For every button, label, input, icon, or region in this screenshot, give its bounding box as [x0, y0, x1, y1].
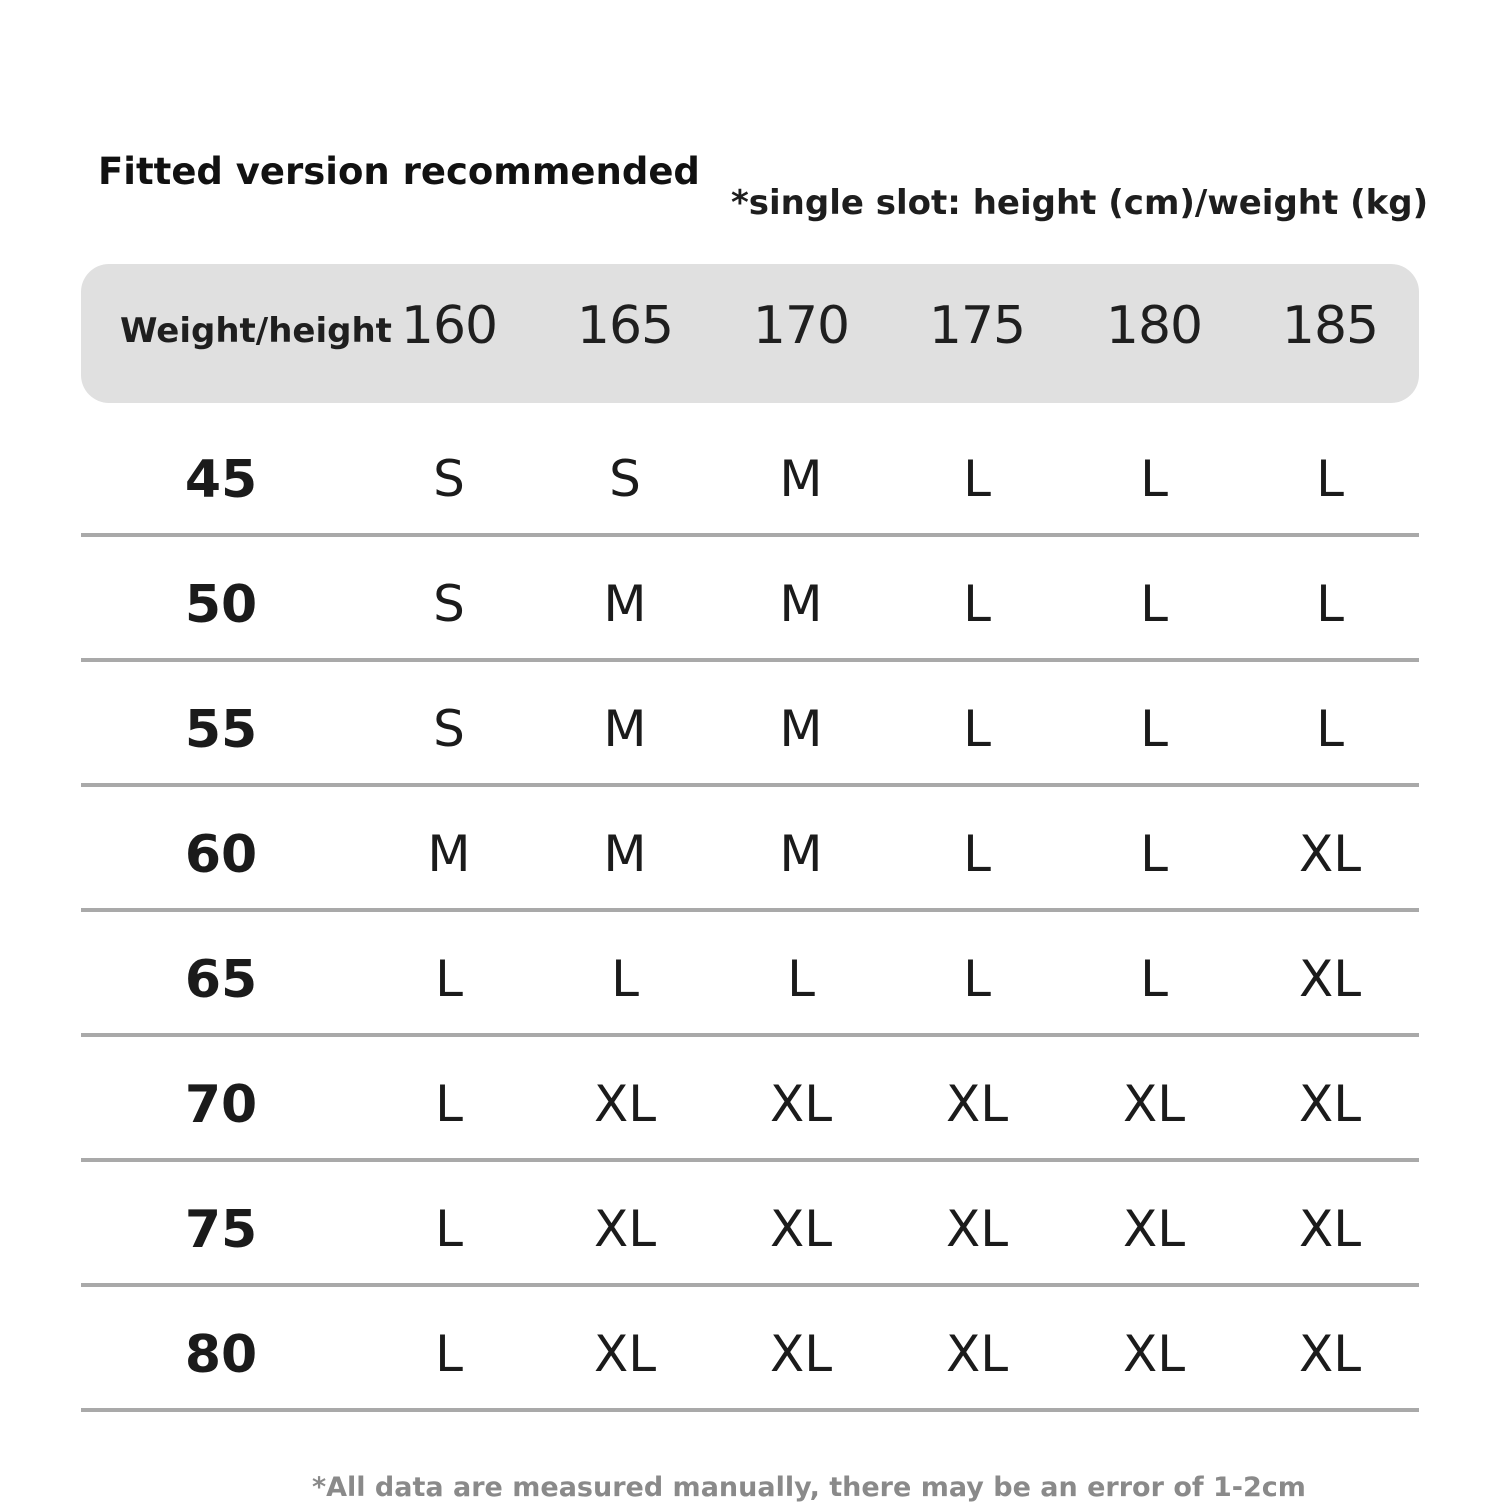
size-cell: XL [1298, 950, 1362, 1008]
row-weight: 45 [184, 450, 258, 510]
size-cell: L [963, 575, 991, 633]
column-header: 180 [1105, 296, 1203, 356]
size-cell: L [1316, 450, 1344, 508]
size-cell: L [1316, 700, 1344, 758]
size-cell: M [779, 450, 823, 508]
size-cell: M [603, 575, 647, 633]
table-row [81, 1287, 1419, 1412]
size-cell: XL [769, 1325, 833, 1383]
size-cell: S [433, 450, 465, 508]
column-header: 185 [1281, 296, 1379, 356]
column-header: 160 [400, 296, 498, 356]
page-title: Fitted version recommended [98, 150, 700, 193]
column-header: 165 [576, 296, 674, 356]
size-cell: XL [945, 1200, 1009, 1258]
column-header: 175 [928, 296, 1026, 356]
size-cell: XL [1122, 1200, 1186, 1258]
size-cell: L [963, 950, 991, 1008]
size-cell: L [963, 700, 991, 758]
size-cell: XL [769, 1200, 833, 1258]
size-cell: XL [945, 1075, 1009, 1133]
size-cell: S [433, 700, 465, 758]
size-cell: M [603, 700, 647, 758]
size-cell: L [435, 950, 463, 1008]
size-cell: S [433, 575, 465, 633]
size-cell: XL [593, 1325, 657, 1383]
size-cell: L [1140, 450, 1168, 508]
table-row [81, 1037, 1419, 1162]
size-cell: L [435, 1200, 463, 1258]
size-cell: L [435, 1325, 463, 1383]
column-header: 170 [752, 296, 850, 356]
table-row [81, 912, 1419, 1037]
size-cell: XL [769, 1075, 833, 1133]
size-cell: M [603, 825, 647, 883]
size-cell: L [1140, 700, 1168, 758]
footnote: *All data are measured manually, there may be an error of 1-2cm [312, 1472, 1306, 1503]
size-cell: L [1140, 950, 1168, 1008]
table-row [81, 1162, 1419, 1287]
size-cell: L [611, 950, 639, 1008]
table-corner-label: Weight/height [120, 311, 392, 351]
size-cell: L [1140, 575, 1168, 633]
row-weight: 75 [184, 1200, 258, 1260]
size-cell: XL [1122, 1325, 1186, 1383]
size-cell: S [609, 450, 641, 508]
size-cell: L [963, 450, 991, 508]
size-cell: XL [1298, 825, 1362, 883]
size-cell: L [787, 950, 815, 1008]
size-cell: XL [1122, 1075, 1186, 1133]
size-cell: XL [945, 1325, 1009, 1383]
row-weight: 65 [184, 950, 258, 1010]
table-row [81, 537, 1419, 662]
size-cell: XL [1298, 1200, 1362, 1258]
measurement-note: *single slot: height (cm)/weight (kg) [731, 183, 1429, 223]
size-cell: L [435, 1075, 463, 1133]
size-cell: M [427, 825, 471, 883]
size-cell: L [963, 825, 991, 883]
row-weight: 50 [184, 575, 258, 635]
size-cell: M [779, 575, 823, 633]
row-weight: 70 [184, 1075, 258, 1135]
size-cell: XL [593, 1075, 657, 1133]
row-weight: 55 [184, 700, 258, 760]
size-cell: XL [1298, 1325, 1362, 1383]
table-row [81, 787, 1419, 912]
row-weight: 80 [184, 1325, 258, 1385]
size-cell: XL [1298, 1075, 1362, 1133]
table-row [81, 662, 1419, 787]
row-weight: 60 [184, 825, 258, 885]
size-cell: L [1140, 825, 1168, 883]
size-cell: L [1316, 575, 1344, 633]
table-row [81, 412, 1419, 537]
size-cell: M [779, 825, 823, 883]
size-cell: M [779, 700, 823, 758]
size-cell: XL [593, 1200, 657, 1258]
